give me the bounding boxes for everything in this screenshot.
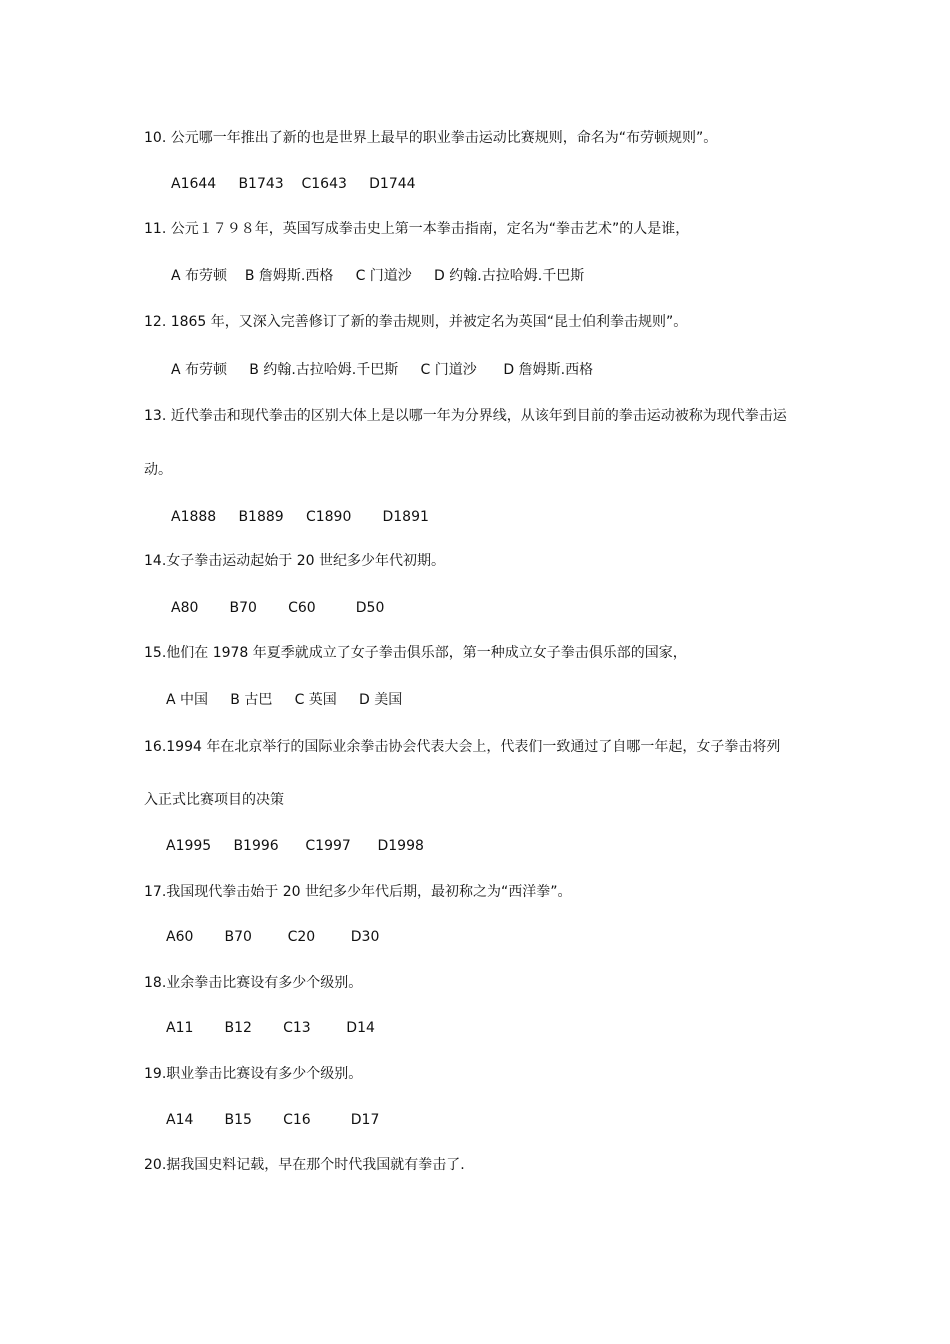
question-18-text: 18.业余拳击比赛设有多少个级别。 xyxy=(144,975,363,991)
question-17-options: A60 B70 C20 D30 xyxy=(166,929,380,945)
question-11-text: 11. 公元１７９８年，英国写成拳击史上第一本拳击指南，定名为“拳击艺术”的人是谁， xyxy=(144,221,690,237)
question-13-options: A1888 B1889 C1890 D1891 xyxy=(171,509,429,525)
question-16-text-continued: 入正式比赛项目的决策 xyxy=(144,792,284,808)
question-12-text: 12. 1865 年，又深入完善修订了新的拳击规则，并被定名为英国“昆士伯利拳击规则”。 xyxy=(144,314,688,330)
question-16-options: A1995 B1996 C1997 D1998 xyxy=(166,838,424,854)
question-15-text: 15.他们在 1978 年夏季就成立了女子拳击俱乐部，第一种成立女子拳击俱乐部的国家， xyxy=(144,645,687,661)
question-10-text: 10. 公元哪一年推出了新的也是世界上最早的职业拳击运动比赛规则，命名为“布劳顿规则”。 xyxy=(144,130,718,146)
question-19-options: A14 B15 C16 D17 xyxy=(166,1112,380,1128)
question-13-text: 13. 近代拳击和现代拳击的区别大体上是以哪一年为分界线，从该年到目前的拳击运动被称为现代拳击运 xyxy=(144,408,787,424)
question-20-text: 20.据我国史料记载，早在那个时代我国就有拳击了. xyxy=(144,1157,465,1173)
question-17-text: 17.我国现代拳击始于 20 世纪多少年代后期，最初称之为“西洋拳”。 xyxy=(144,884,572,900)
question-11-options: A 布劳顿 B 詹姆斯.西格 C 门道沙 D 约翰.古拉哈姆.千巴斯 xyxy=(171,268,585,284)
question-18-options: A11 B12 C13 D14 xyxy=(166,1020,375,1036)
question-14-text: 14.女子拳击运动起始于 20 世纪多少年代初期。 xyxy=(144,553,445,569)
question-15-options: A 中国 B 古巴 C 英国 D 美国 xyxy=(166,692,403,708)
question-10-options: A1644 B1743 C1643 D1744 xyxy=(171,176,416,192)
question-12-options: A 布劳顿 B 约翰.古拉哈姆.千巴斯 C 门道沙 D 詹姆斯.西格 xyxy=(171,362,594,378)
question-13-text-continued: 动。 xyxy=(144,462,172,478)
question-16-text: 16.1994 年在北京举行的国际业余拳击协会代表大会上，代表们一致通过了自哪一年起，女子拳击将列 xyxy=(144,739,781,755)
question-19-text: 19.职业拳击比赛设有多少个级别。 xyxy=(144,1066,363,1082)
question-14-options: A80 B70 C60 D50 xyxy=(171,600,385,616)
